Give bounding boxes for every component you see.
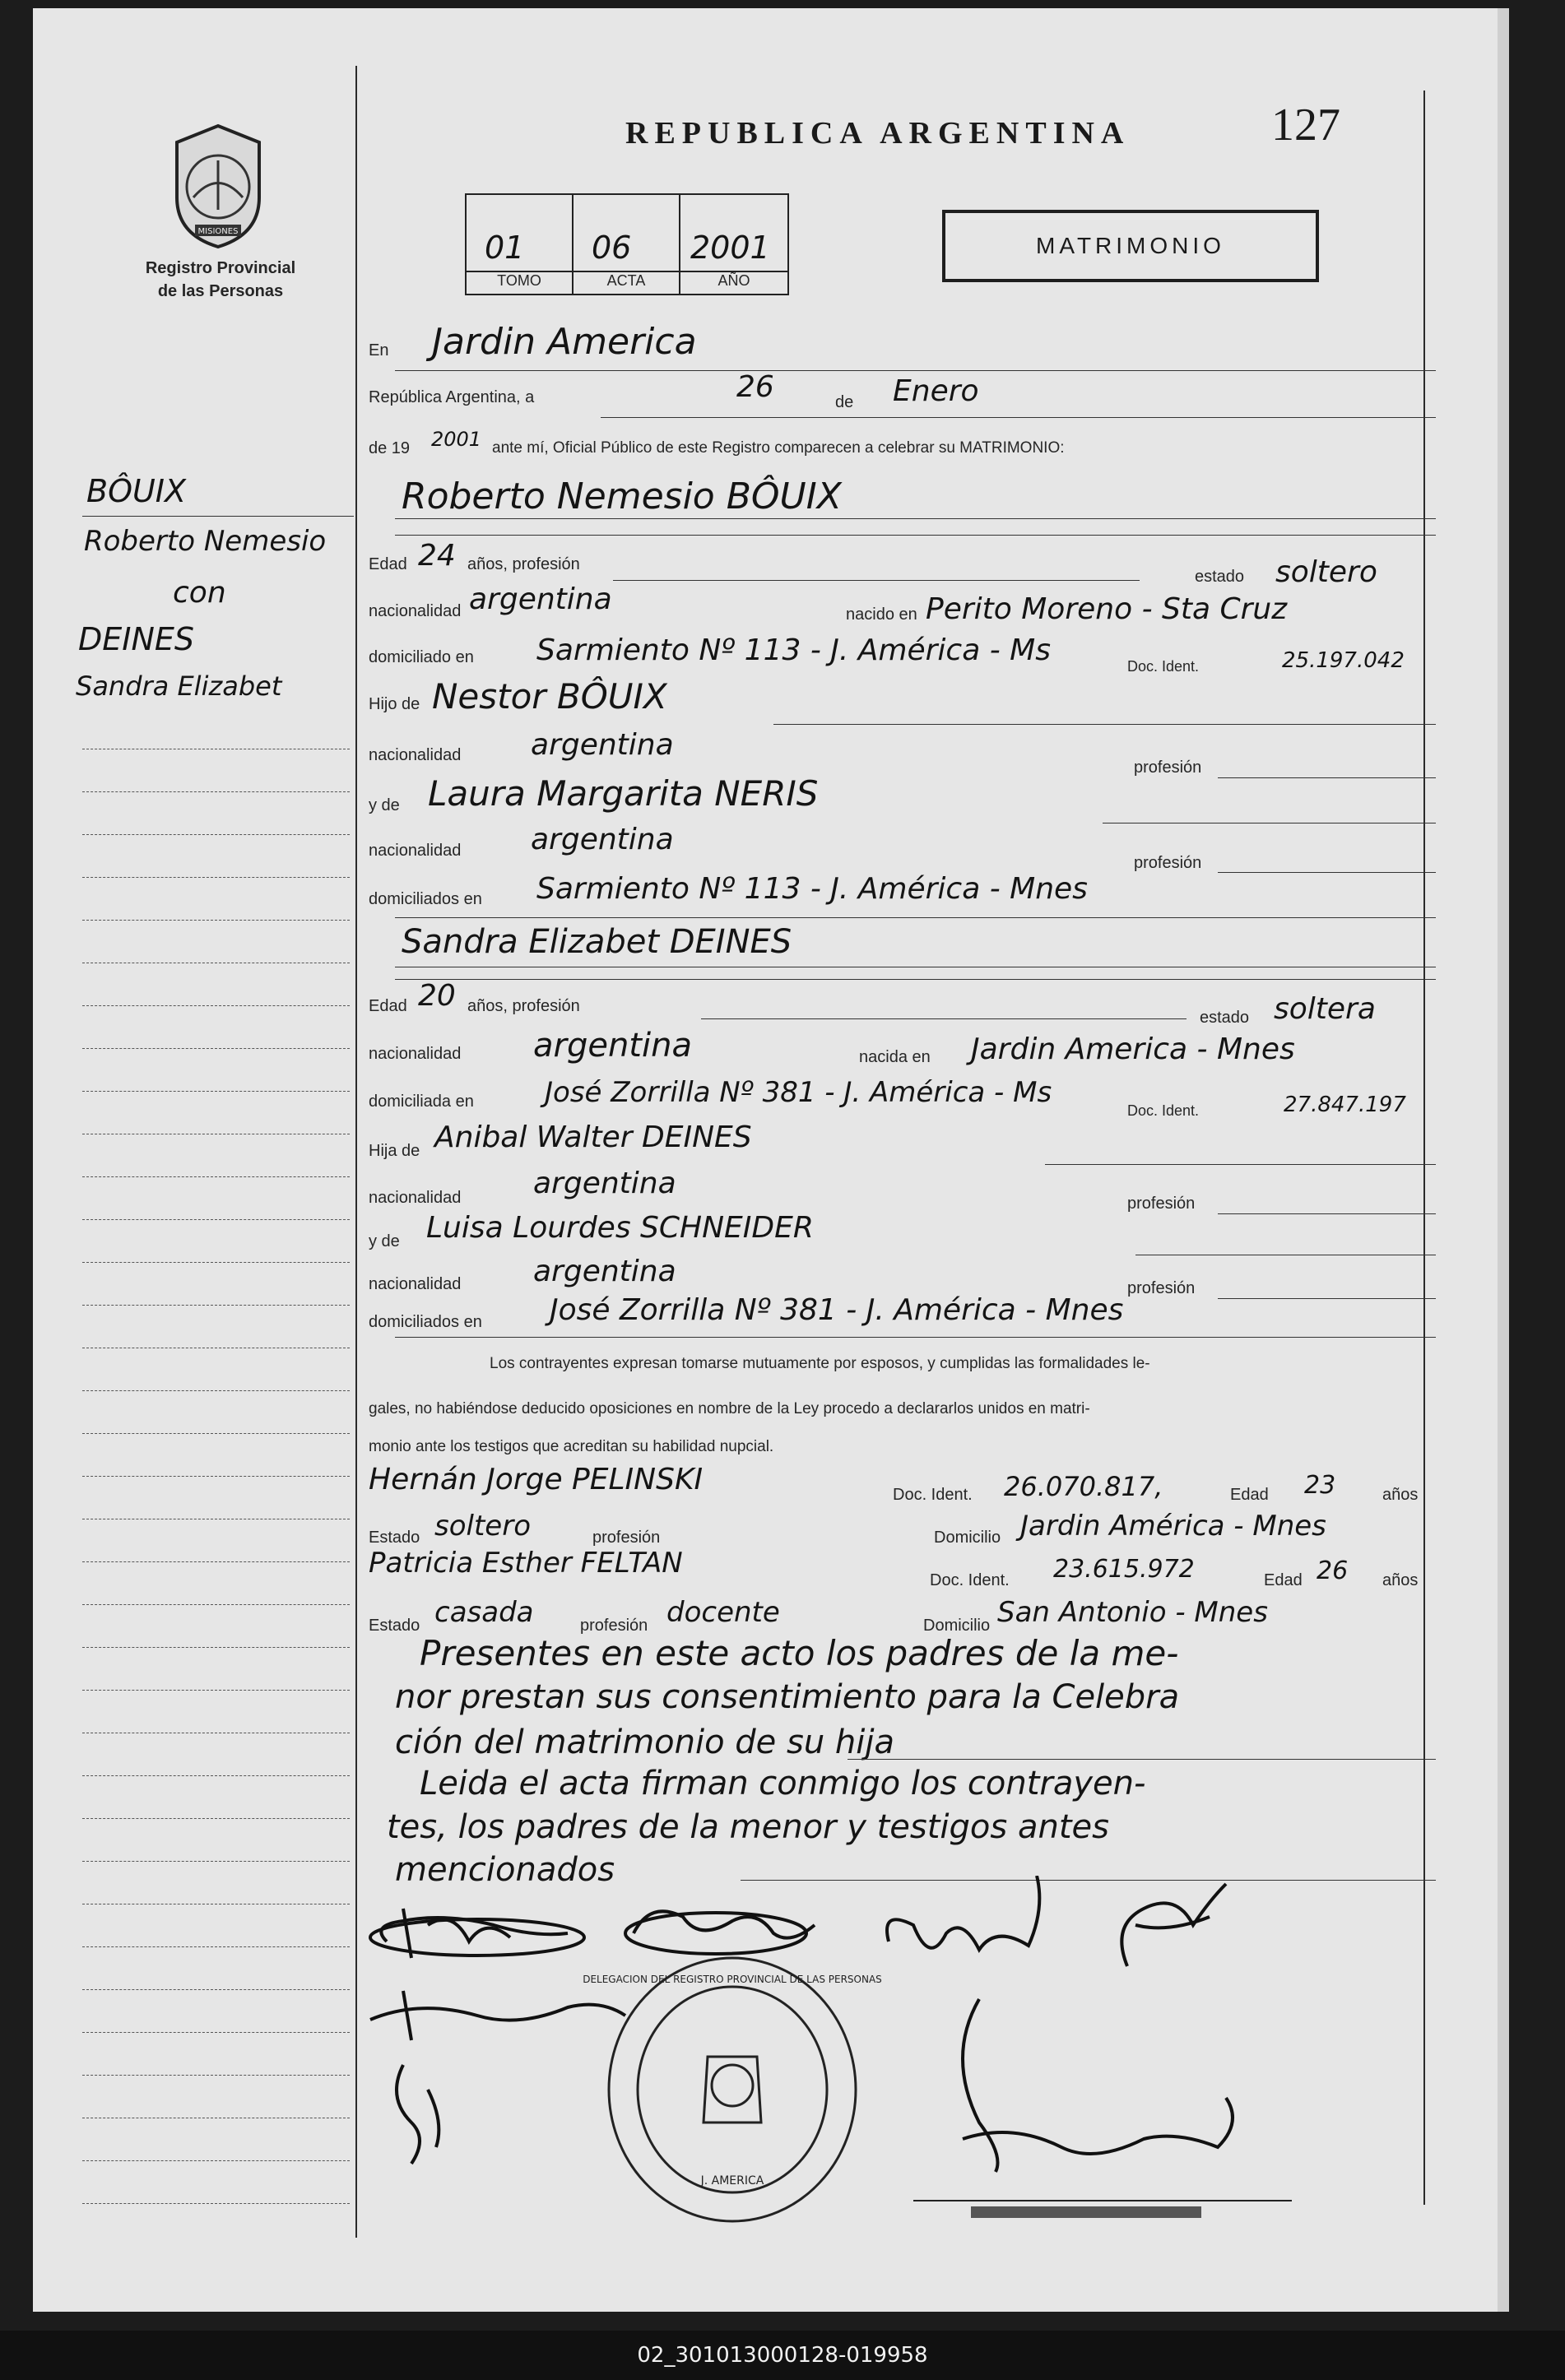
- right-border: [1423, 90, 1425, 2205]
- bride-estado-label: estado: [1200, 1009, 1250, 1027]
- groom-hijo-label: Hijo de: [369, 695, 420, 713]
- groom-name: Roberto Nemesio BÔUIX: [402, 476, 842, 517]
- margin-con: con: [173, 576, 226, 610]
- acta-cell: [574, 195, 680, 294]
- tomo-cell: [467, 195, 574, 294]
- groom-birthplace: Perito Moreno - Sta Cruz: [926, 592, 1288, 626]
- witness2-profession: docente: [666, 1596, 780, 1629]
- bride-mother-nationality: argentina: [533, 1255, 676, 1288]
- bride-estado: soltera: [1274, 992, 1376, 1026]
- year-prefix: de 19: [369, 439, 411, 457]
- witness2-age: 26: [1317, 1557, 1349, 1585]
- bride-address: José Zorrilla Nº 381 - J. América - Ms: [545, 1076, 1052, 1109]
- witness2-estado: casada: [434, 1596, 534, 1629]
- witness2-doc-label: Doc. Ident.: [930, 1571, 1010, 1589]
- bride-father-nac-label: nacionalidad: [369, 1189, 462, 1207]
- margin-rule-line: [82, 1305, 350, 1306]
- groom-mother-nationality: argentina: [531, 823, 674, 856]
- signature-1: [370, 1909, 584, 1958]
- witness1-doc-label: Doc. Ident.: [893, 1486, 973, 1504]
- margin-rule-line: [82, 1818, 350, 1819]
- note-line-1: Presentes en este acto los padres de la me-: [420, 1633, 1179, 1673]
- seal-label: MISIONES: [197, 227, 239, 236]
- margin-name-bride: Sandra Elizabet: [76, 670, 282, 702]
- witness2-name: Patricia Esther FELTAN: [369, 1547, 683, 1580]
- bride-nationality: argentina: [533, 1027, 692, 1065]
- signature-3: [887, 1876, 1039, 1950]
- witness1-name: Hernán Jorge PELINSKI: [369, 1463, 704, 1496]
- witness2-prof-label: profesión: [580, 1617, 648, 1635]
- declaration-line-3: monio ante los testigos que acreditan su habilidad nupcial.: [369, 1438, 774, 1455]
- stamp-text: DELEGACION DEL REGISTRO PROVINCIAL DE LAS PERSONAS: [583, 1974, 882, 1985]
- ano-value: 2001: [690, 230, 770, 266]
- bride-parents-dom-label: domiciliados en: [369, 1313, 482, 1331]
- en-label: En: [369, 341, 389, 360]
- groom-father: Nestor BÔUIX: [432, 676, 667, 717]
- provincial-seal-icon: [160, 119, 276, 251]
- registry-name-line1: Registro Provincial: [145, 259, 296, 277]
- note-line-2: nor prestan sus consentimiento para la Celebra: [395, 1678, 1180, 1716]
- groom-father-nationality: argentina: [531, 728, 674, 762]
- groom-estado-label: estado: [1195, 568, 1245, 586]
- signature-6: [963, 1999, 1233, 2172]
- margin-rule-line: [82, 1390, 350, 1391]
- scan-caption: 02_301013000128-019958: [0, 2331, 1565, 2380]
- witness2-edad-label: Edad: [1264, 1571, 1303, 1589]
- margin-rule-line: [82, 1561, 350, 1562]
- marriage-year: 2001: [431, 428, 482, 451]
- folio-number: 127: [1271, 100, 1340, 151]
- groom-doc-label: Doc. Ident.: [1127, 658, 1200, 675]
- margin-surname-groom: BÔUIX: [86, 473, 187, 509]
- margin-rule-line: [82, 2032, 350, 2033]
- witness1-anos-label: años: [1382, 1486, 1419, 1504]
- margin-rule-line: [82, 2075, 350, 2076]
- bride-anos-label: años, profesión: [467, 997, 580, 1015]
- marriage-day: 26: [736, 370, 774, 404]
- groom-edad-label: Edad: [369, 555, 407, 573]
- margin-rule-line: [82, 1219, 350, 1220]
- bride-name: Sandra Elizabet DEINES: [402, 923, 792, 961]
- tomo-acta-box: [465, 193, 789, 295]
- margin-rule-line: [82, 2203, 350, 2204]
- bride-doc: 27.847.197: [1284, 1093, 1406, 1117]
- margin-rule-line: [82, 1476, 350, 1477]
- witness2-anos-label: años: [1382, 1571, 1419, 1589]
- margin-rule-line: [82, 1433, 350, 1434]
- bride-hija-label: Hija de: [369, 1142, 420, 1160]
- bride-parents-address: José Zorrilla Nº 381 - J. América - Mnes: [550, 1293, 1124, 1327]
- marriage-place: Jardin America: [432, 321, 697, 363]
- groom-mother: Laura Margarita NERIS: [428, 773, 819, 814]
- signature-4: [1122, 1884, 1226, 1966]
- margin-rule-line: [82, 1861, 350, 1862]
- bride-mother: Luisa Lourdes SCHNEIDER: [426, 1211, 814, 1245]
- margin-rule-line: [82, 1647, 350, 1648]
- intro-statement: ante mí, Oficial Público de este Registro comparecen a celebrar su MATRIMONIO:: [492, 439, 1065, 457]
- groom-address: Sarmiento Nº 113 - J. América - Ms: [536, 633, 1051, 667]
- signatures-area: [354, 1876, 1341, 2229]
- margin-rule-line: [82, 1690, 350, 1691]
- tomo-label: TOMO: [467, 271, 572, 290]
- document-type-label: MATRIMONIO: [1036, 233, 1225, 258]
- stamp-center-text: J. AMERICA: [700, 2174, 764, 2187]
- witness1-dom-label: Domicilio: [934, 1529, 1001, 1547]
- bride-edad-label: Edad: [369, 997, 407, 1015]
- groom-nacido-label: nacido en: [846, 605, 917, 624]
- margin-rule-line: [82, 791, 350, 792]
- groom-mother-nac-label: nacionalidad: [369, 842, 462, 860]
- witness1-estado: soltero: [434, 1510, 531, 1543]
- document-type-box: [942, 210, 1319, 282]
- margin-rule-line: [82, 1048, 350, 1049]
- witness2-domicile: San Antonio - Mnes: [997, 1596, 1268, 1629]
- margin-rule-line: [82, 877, 350, 878]
- margin-name-groom: Roberto Nemesio: [84, 525, 327, 558]
- bride-dom-label: domiciliada en: [369, 1093, 474, 1111]
- bride-mother-prof-label: profesión: [1127, 1279, 1196, 1297]
- bride-father-nationality: argentina: [533, 1167, 676, 1200]
- declaration-line-1: Los contrayentes expresan tomarse mutuamente por esposos, y cumplidas las formalidades le-: [490, 1355, 1150, 1372]
- acta-value: 06: [592, 230, 632, 266]
- declaration-line-2: gales, no habiéndose deducido oposiciones en nombre de la Ley procedo a declararlos unidos en matri-: [369, 1400, 1090, 1417]
- margin-rule-line: [82, 1989, 350, 1990]
- bride-father: Anibal Walter DEINES: [434, 1120, 752, 1154]
- marriage-month: Enero: [893, 374, 979, 408]
- republica-label: República Argentina, a: [369, 388, 535, 406]
- witness2-dom-label: Domicilio: [923, 1617, 991, 1635]
- register-page: [33, 8, 1509, 2312]
- margin-rule-line: [82, 2160, 350, 2161]
- bride-mother-nac-label: nacionalidad: [369, 1275, 462, 1293]
- de-label: de: [835, 393, 854, 411]
- groom-dom-label: domiciliado en: [369, 648, 474, 666]
- margin-surname-bride: DEINES: [78, 621, 195, 657]
- tomo-value: 01: [485, 230, 525, 266]
- margin-rule-line: [82, 834, 350, 835]
- groom-doc: 25.197.042: [1282, 648, 1405, 673]
- note-line-3: ción del matrimonio de su hija: [395, 1724, 894, 1761]
- margin-rule-line: [82, 920, 350, 921]
- witness1-estado-label: Estado: [369, 1529, 420, 1547]
- margin-rule-line: [82, 1604, 350, 1605]
- note-line-5: tes, los padres de la menor y testigos antes: [387, 1808, 1109, 1846]
- bride-doc-label: Doc. Ident.: [1127, 1102, 1200, 1119]
- groom-parents-address: Sarmiento Nº 113 - J. América - Mnes: [536, 872, 1088, 906]
- witness2-doc: 23.615.972: [1053, 1555, 1195, 1584]
- margin-rule-line: [82, 1946, 350, 1947]
- bride-nac-label: nacionalidad: [369, 1045, 462, 1063]
- groom-estado: soltero: [1275, 555, 1377, 589]
- groom-nationality: argentina: [469, 582, 612, 616]
- groom-parents-dom-label: domiciliados en: [369, 890, 482, 908]
- ano-label: AÑO: [680, 271, 787, 290]
- bride-nacida-label: nacida en: [859, 1048, 931, 1066]
- witness2-estado-label: Estado: [369, 1617, 420, 1635]
- witness1-age: 23: [1304, 1471, 1336, 1500]
- groom-father-nac-label: nacionalidad: [369, 746, 462, 764]
- bride-birthplace: Jardin America - Mnes: [971, 1032, 1295, 1066]
- bride-father-prof-label: profesión: [1127, 1195, 1196, 1213]
- bride-age: 20: [418, 979, 456, 1013]
- signature-5: [370, 1991, 625, 2164]
- groom-age: 24: [418, 539, 456, 573]
- registry-name-line2: de las Personas: [157, 282, 284, 300]
- country-title: REPUBLICA ARGENTINA: [625, 116, 1131, 151]
- margin-rule-line: [82, 1091, 350, 1092]
- groom-yde-label: y de: [369, 796, 400, 814]
- margin-rule-line: [82, 1775, 350, 1776]
- groom-mother-prof-label: profesión: [1134, 854, 1202, 872]
- witness1-doc: 26.070.817,: [1004, 1471, 1163, 1502]
- signature-2: [625, 1911, 815, 1954]
- margin-rule-line: [82, 1176, 350, 1177]
- margin-rule-line: [82, 1005, 350, 1006]
- note-line-6: mencionados: [395, 1851, 615, 1889]
- witness1-prof-label: profesión: [592, 1529, 661, 1547]
- note-line-4: Leida el acta firman conmigo los contrayen-: [420, 1765, 1146, 1802]
- ano-cell: [680, 195, 787, 294]
- acta-label: ACTA: [574, 271, 679, 290]
- groom-nac-label: nacionalidad: [369, 602, 462, 620]
- witness1-edad-label: Edad: [1230, 1486, 1269, 1504]
- bride-yde-label: y de: [369, 1232, 400, 1250]
- margin-rule-line: [82, 1262, 350, 1263]
- witness1-domicile: Jardin América - Mnes: [1020, 1510, 1326, 1543]
- groom-anos-label: años, profesión: [467, 555, 580, 573]
- groom-father-prof-label: profesión: [1134, 759, 1202, 777]
